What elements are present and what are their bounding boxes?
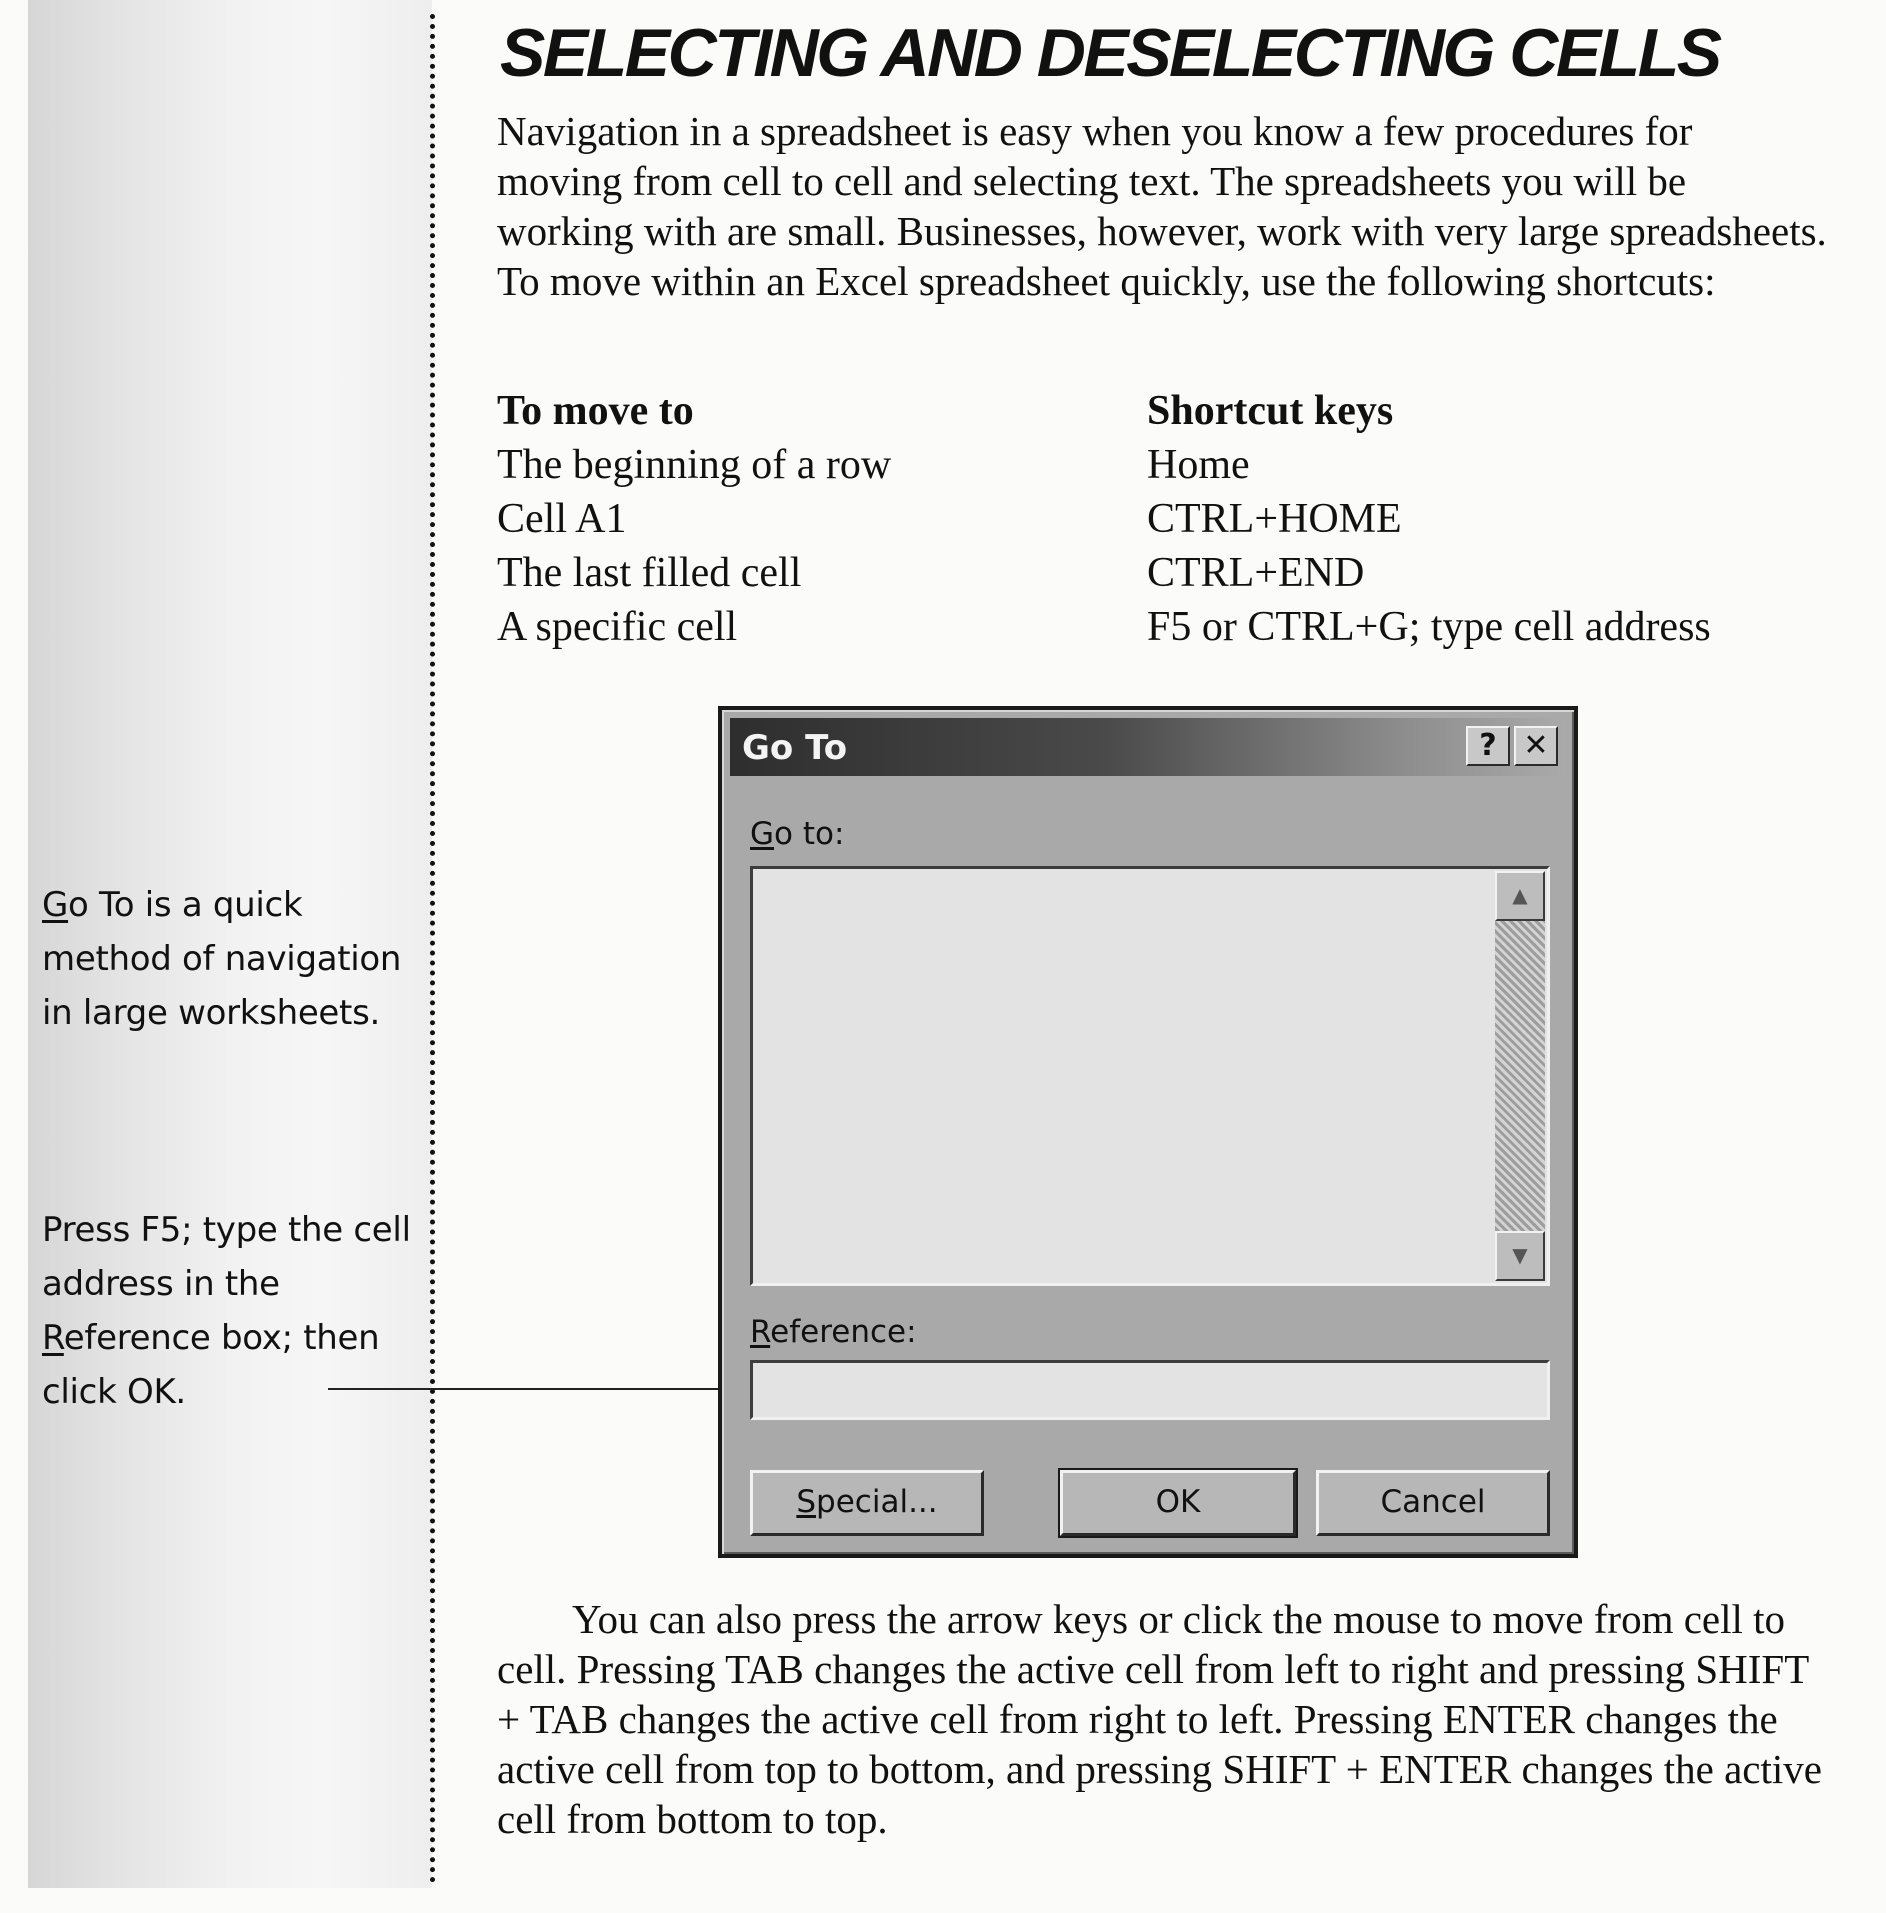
dialog-title: Go To <box>742 728 848 768</box>
ok-button[interactable]: OK <box>1060 1470 1296 1536</box>
margin-note-goto-text: o To is a quick method of navigation in large worksheets. <box>42 885 402 1033</box>
outro-text: You can also press the arrow keys or click the mouse to move from cell to cell. Pressing <box>497 1596 1786 1692</box>
cancel-button[interactable]: Cancel <box>1316 1470 1550 1536</box>
margin-note-f5-text-before: Press F5; type the cell address in the <box>42 1210 411 1304</box>
table-cell-keys: CTRL+HOME <box>1147 496 1402 542</box>
outro-text: changes the active cell from right to left. Pressing <box>608 1696 1443 1742</box>
goto-dialog <box>718 706 1578 1558</box>
table-cell-move: The last filled cell <box>497 550 802 596</box>
goto-label-text: o to: <box>774 816 845 852</box>
table-header-row <box>497 384 1711 438</box>
outro-text: changes the active cell from bottom to top. <box>497 1746 1822 1842</box>
goto-listbox[interactable] <box>750 866 1550 1286</box>
margin-note-goto <box>42 878 412 1040</box>
close-button[interactable]: ✕ <box>1514 726 1558 766</box>
table-row <box>497 600 1711 654</box>
listbox-scrollbar[interactable] <box>1495 871 1545 1281</box>
dotted-divider <box>430 14 435 1884</box>
key-enter: ENTER <box>1442 1696 1576 1742</box>
intro-paragraph: Navigation in a spreadsheet is easy when you know a few procedures for moving from cell to cell and selecting text. The spreadsheets you will be working with are small. Businesses, however, work with very large spreadsheets. To move within an Excel spreadsheet quickly, use the following shortcuts: <box>497 108 1827 304</box>
outro-text: changes the active cell from top to bottom, and pressing <box>497 1696 1778 1792</box>
table-row <box>497 438 1711 492</box>
special-button-mnemonic: S <box>796 1484 817 1520</box>
key-shift-tab: SHIFT + TAB <box>497 1646 1809 1742</box>
table-cell-keys: Home <box>1147 442 1250 488</box>
dialog-titlebar[interactable] <box>730 718 1566 776</box>
key-tab: TAB <box>725 1646 804 1692</box>
special-button[interactable] <box>750 1470 984 1536</box>
table-row <box>497 546 1711 600</box>
margin-note-goto-mnemonic: G <box>42 885 69 925</box>
reference-label-text: eference: <box>770 1314 917 1350</box>
reference-label <box>750 1314 917 1350</box>
help-button[interactable]: ? <box>1466 726 1510 766</box>
scroll-down-arrow-icon[interactable]: ▼ <box>1495 1231 1545 1281</box>
shortcut-table <box>497 384 1711 654</box>
column-header-move: To move to <box>497 388 694 434</box>
outro-paragraph <box>497 1594 1827 1844</box>
table-cell-move: Cell A1 <box>497 496 627 542</box>
table-row <box>497 492 1711 546</box>
goto-label-mnemonic: G <box>750 816 775 852</box>
margin-note-f5-mnemonic: R <box>42 1318 64 1358</box>
reference-input[interactable] <box>750 1360 1550 1420</box>
scroll-up-arrow-icon[interactable]: ▲ <box>1495 871 1545 921</box>
table-cell-keys: F5 or CTRL+G; type cell address <box>1147 604 1711 650</box>
special-button-label: pecial... <box>816 1484 938 1520</box>
table-cell-move: A specific cell <box>497 604 738 650</box>
margin-note-f5 <box>42 1203 412 1419</box>
outro-text: changes the active cell from left to right and pressing <box>803 1646 1696 1692</box>
column-header-keys: Shortcut keys <box>1147 388 1394 434</box>
section-heading: SELECTING AND DESELECTING CELLS <box>500 15 1720 91</box>
margin-note-f5-text-after: eference box; then click OK. <box>42 1318 380 1412</box>
table-cell-keys: CTRL+END <box>1147 550 1365 596</box>
reference-label-mnemonic: R <box>750 1314 771 1350</box>
table-cell-move: The beginning of a row <box>497 442 892 488</box>
key-shift-enter: SHIFT + ENTER <box>1222 1746 1512 1792</box>
goto-list-label <box>750 816 844 852</box>
